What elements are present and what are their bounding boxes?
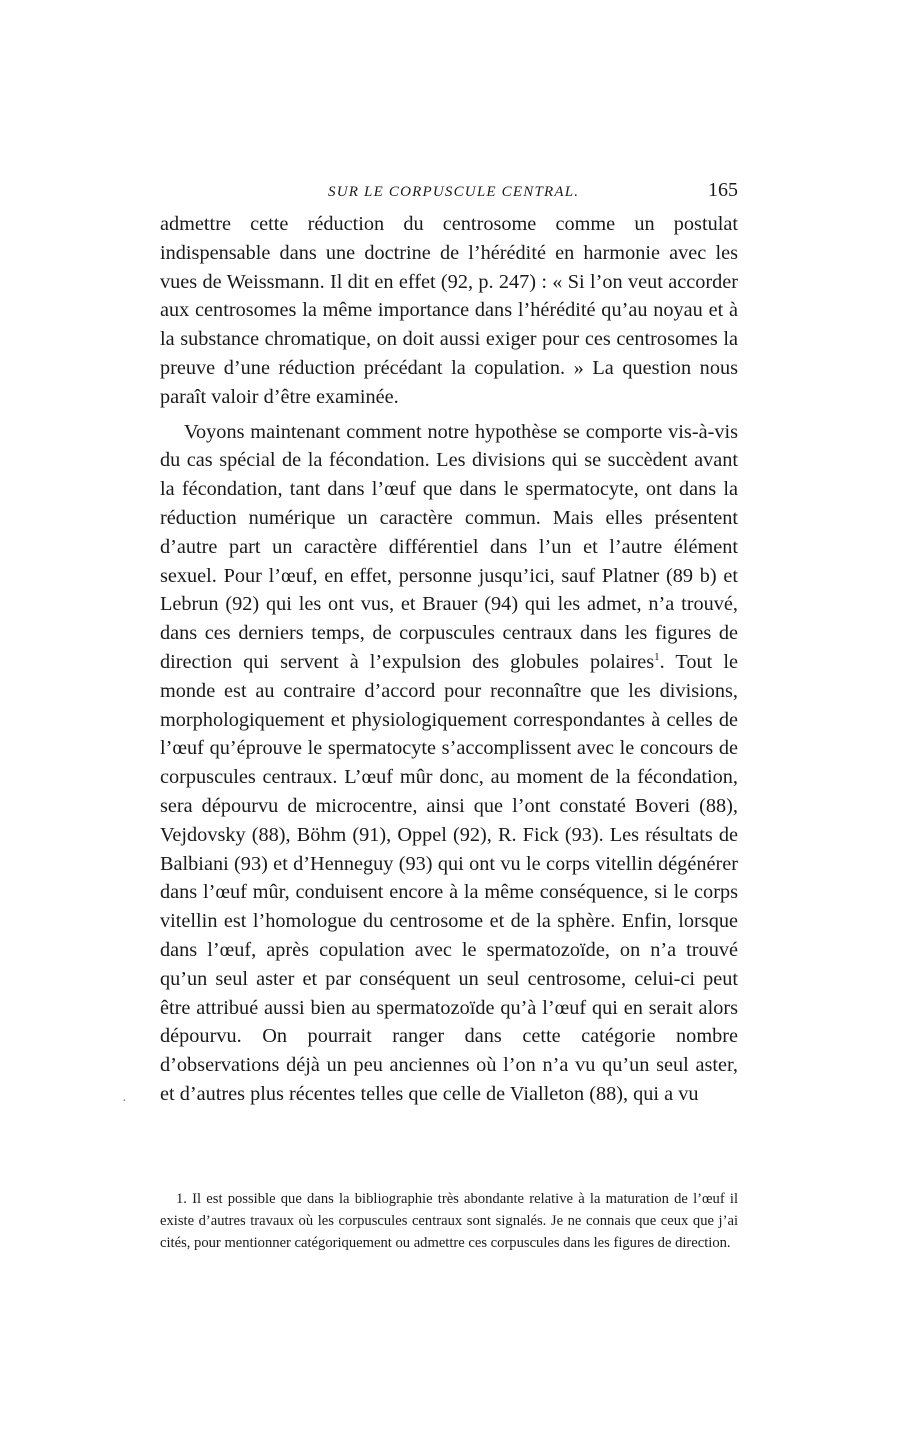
paragraph-1: admettre cette réduction du centrosome comme un postulat indispensable dans une doctrine de l’hérédité en harmonie avec les vues de Weissmann. Il dit en effet (92, p. 247) : « Si l’on veut accorder aux centrosomes la même importance dans l’hérédité qu’au noyau et à la substance chromatique, on doit aussi exiger pour ces centrosomes la preuve d’une réduction précédant la copulation. » La question nous paraît valoir d’être examinée. [160,213,738,408]
page-number: 165 [708,179,738,201]
footnotes [160,1188,738,1254]
running-head [160,180,738,204]
main-text [160,210,738,1109]
footnote-1: 1. Il est possible que dans la bibliographie très abondante relative à la maturation de l’œuf il existe d’autres travaux où les corpuscules centraux sont signalés. Je ne connais que ceux que j’ai cités, pour mentionner catégoriquement ou admettre ces corpuscules dans les figures de direction. [160,1191,738,1251]
paragraph-2-part-2: . Tout le monde est au contraire d’accord pour reconnaître que les divisions, morphologiquement et physiologiquement correspondantes à celles de l’œuf qu’éprouve le spermatocyte s’accomplissent avec le concours de corpuscules centraux. L’œuf mûr donc, au moment de la fécondation, sera dépourvu de microcentre, ainsi que l’ont constaté Boveri (88), Vejdovsky (88), Böhm (91), Oppel (92), R. Fick (93). Les résultats de Balbiani (93) et d’Henneguy (93) qui ont vu le corps vitellin dégénérer dans l’œuf mûr, conduisent encore à la même conséquence, si le corps vitellin est l’homologue du centrosome et de la sphère. Enfin, lorsque dans l’œuf, après copulation avec le spermatozoïde, on n’a trouvé qu’un seul aster et par conséquent un seul centrosome, celui-ci peut être attribué aussi bien au spermatozoïde qu’à l’œuf qui en serait alors dépourvu. On pourrait ranger dans cette catégorie nombre d’observations déjà un peu anciennes où l’on n’a vu qu’un seul aster, et d’autres plus récentes telles que celle de Vialleton (88), qui a vu [160,650,738,1105]
footnote-reference[interactable]: 1 [654,651,660,664]
margin-dot: · [122,1094,127,1109]
running-title: SUR LE CORPUSCULE CENTRAL. [328,184,580,200]
paragraph-2 [160,418,738,1109]
paragraph-2-part-1: Voyons maintenant comment notre hypothèse se comporte vis-à-vis du cas spécial de la fécondation. Les divisions qui se succèdent avant la fécondation, tant dans l’œuf que dans le spermatocyte, ont dans la réduction numérique un caractère commun. Mais elles présentent d’autre part un caractère différentiel dans l’un et l’autre élément sexuel. Pour l’œuf, en effet, personne jusqu’ici, sauf Platner (89 b) et Lebrun (92) qui les ont vus, et Brauer (94) qui les admet, n’a trouvé, dans ces derniers temps, de corpuscules centraux dans les figures de direction qui servent à l’expulsion des globules polaires [160,420,738,673]
